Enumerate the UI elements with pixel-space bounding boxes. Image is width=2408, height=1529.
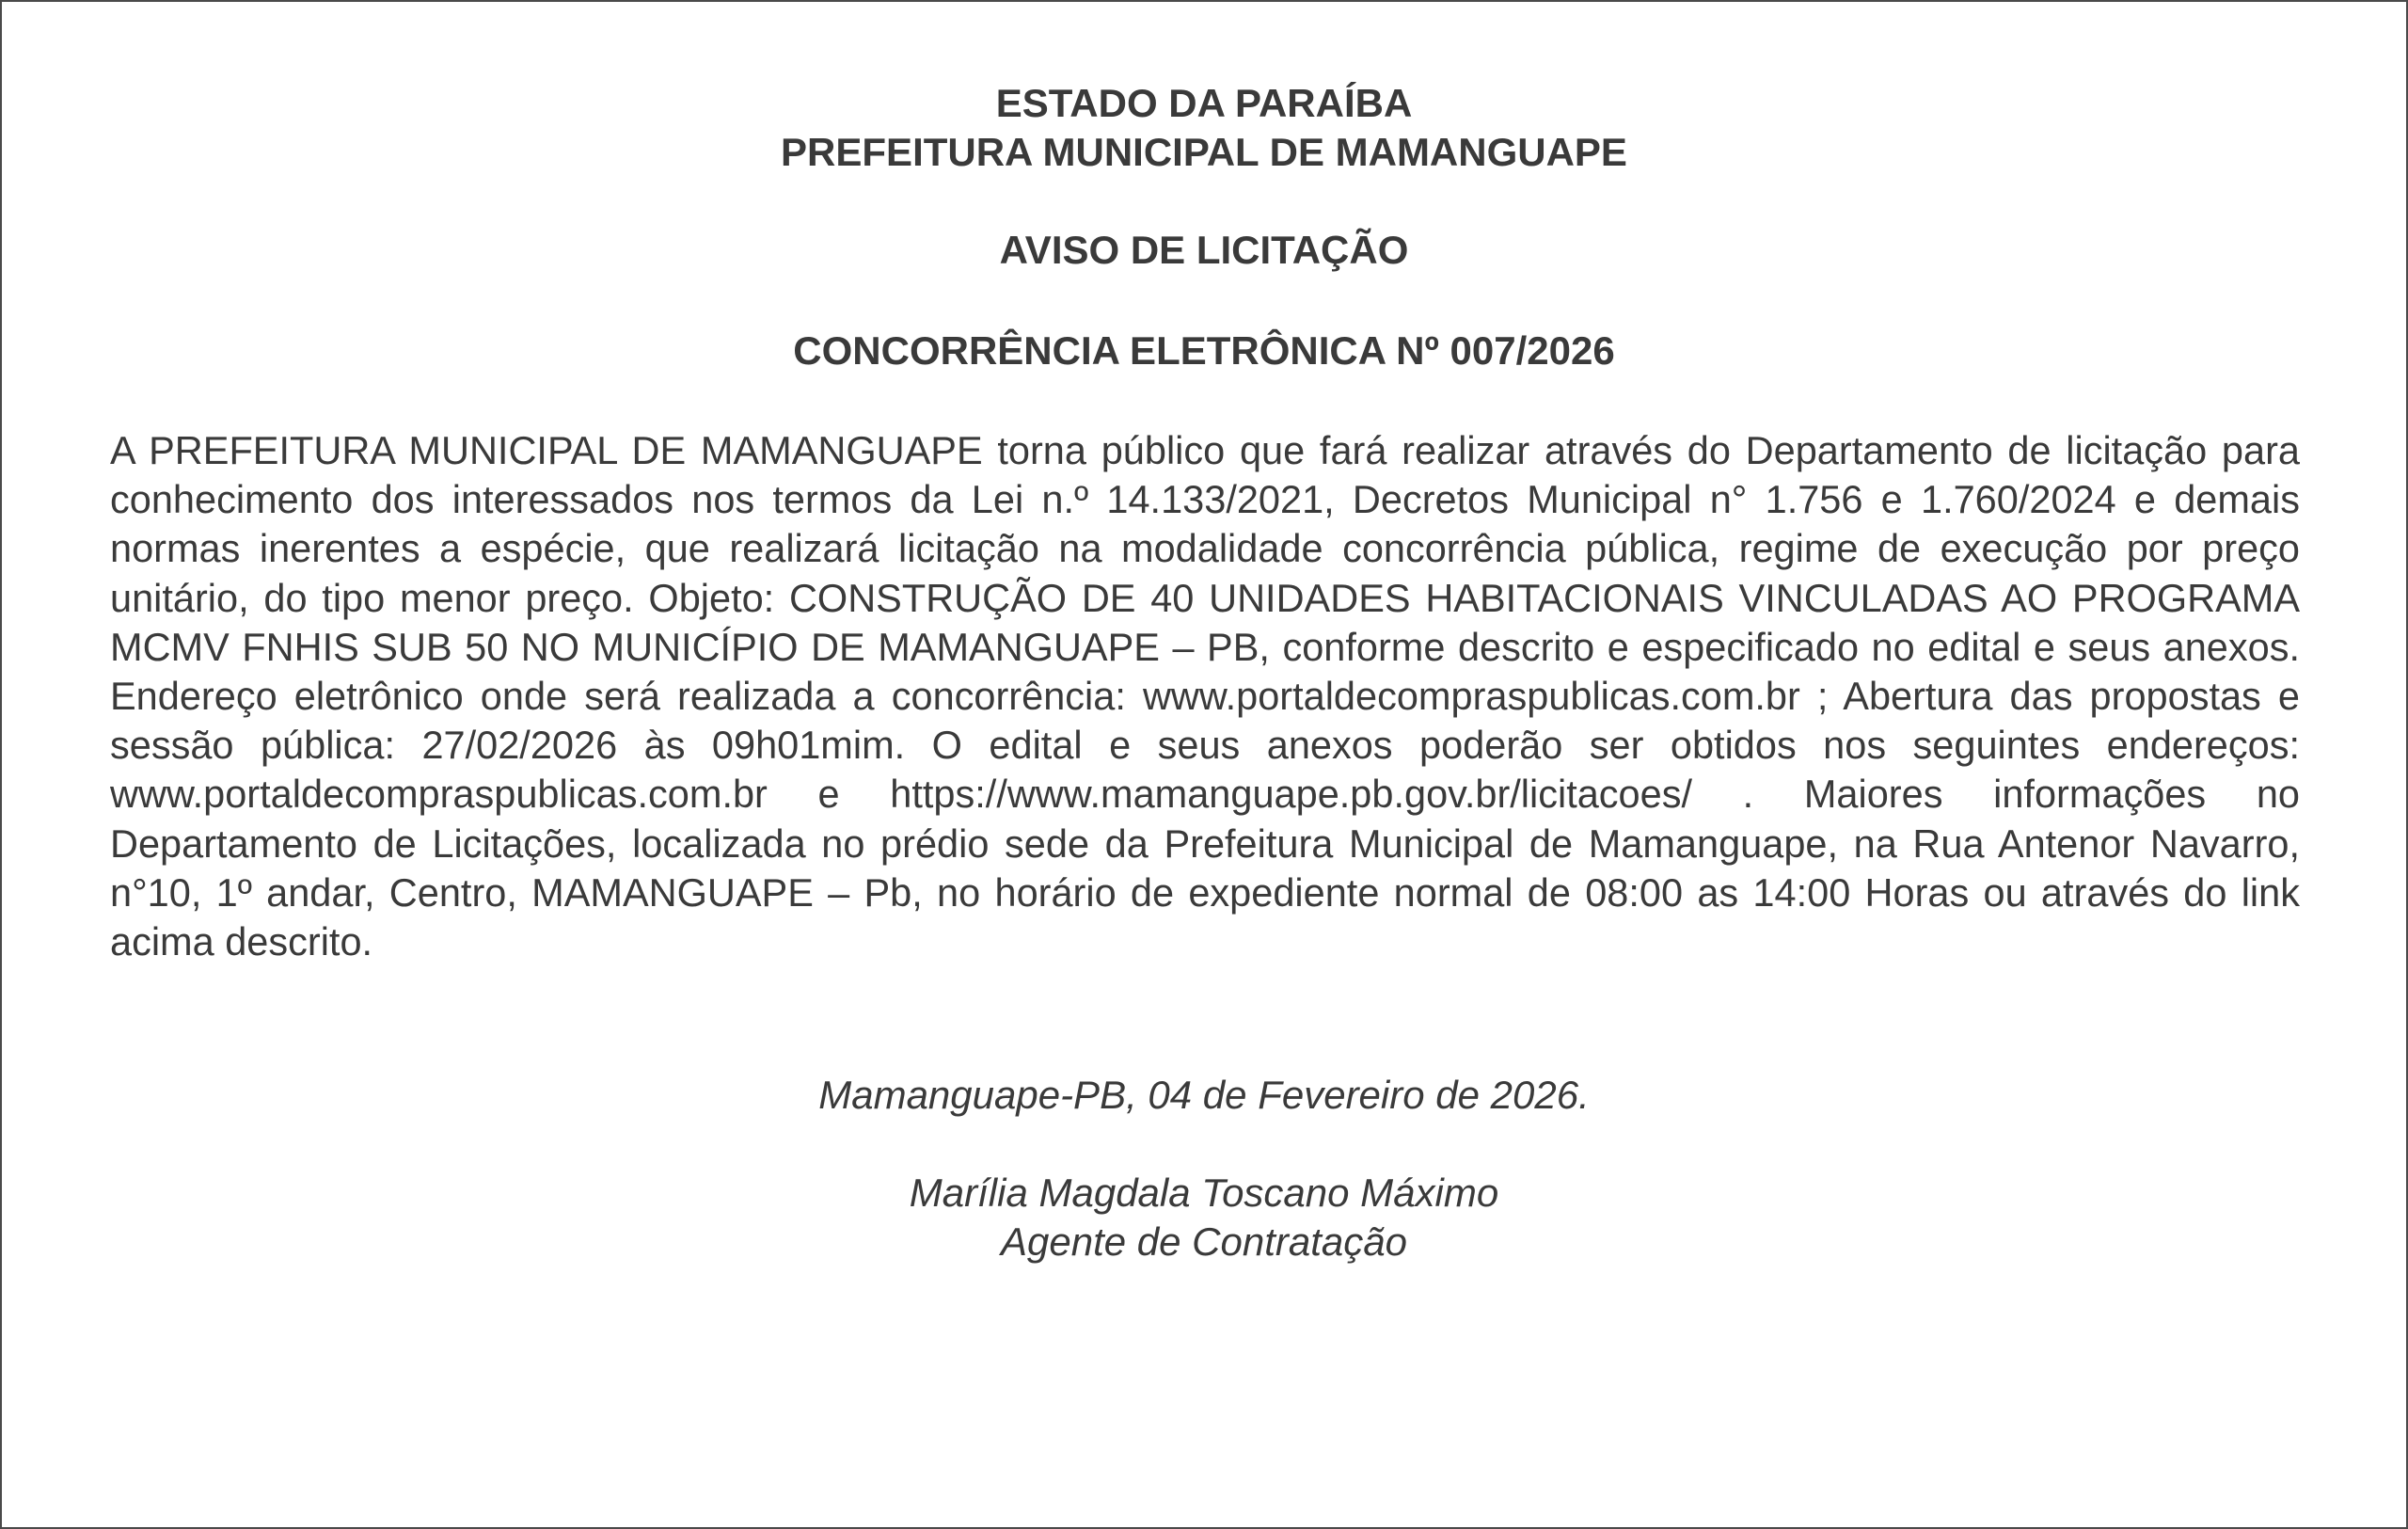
place-and-date: Mamanguape-PB, 04 de Fevereiro de 2026. xyxy=(818,1073,1590,1117)
process-title: CONCORRÊNCIA ELETRÔNICA Nº 007/2026 xyxy=(793,328,1615,373)
document-header xyxy=(0,79,2408,177)
signatory-name: Marília Magdala Toscano Máximo xyxy=(909,1171,1499,1215)
signatory-role: Agente de Contratação xyxy=(1001,1219,1407,1264)
notice-title: AVISO DE LICITAÇÃO xyxy=(999,228,1409,272)
state-name: ESTADO DA PARAÍBA xyxy=(995,81,1413,125)
signature-block xyxy=(0,1169,2408,1266)
municipality-name: PREFEITURA MUNICIPAL DE MAMANGUAPE xyxy=(781,130,1627,174)
notice-body: A PREFEITURA MUNICIPAL DE MAMANGUAPE torna público que fará realizar através do Departamento de licitação para conhecimento dos interessados nos termos da Lei n.º 14.133/2021, Decretos Municipal n° 1.756 e 1.760/2024 e demais normas inerentes a espécie, que realizará licitação na modalidade concorrência pública, regime de execução por preço unitário, do tipo menor preço. Objeto: CONSTRUÇÃO DE 40 UNIDADES HABITACIONAIS VINCULADAS AO PROGRAMA MCMV FNHIS SUB 50 NO MUNICÍPIO DE MAMANGUAPE – PB, conforme descrito e especificado no edital e seus anexos. Endereço eletrônico onde será realizada a concorrência: www.portaldecompraspublicas.com.br ; Abertura das propostas e sessão pública: 27/02/2026 às 09h01mim. O edital e seus anexos poderão ser obtidos nos seguintes endereços: www.portaldecompraspublicas.com.br e https://www.mamanguape.pb.gov.br/licitacoes/ . Maiores informações no Departamento de Licitações, localizada no prédio sede da Prefeitura Municipal de Mamanguape, na Rua Antenor Navarro, n°10, 1º andar, Centro, MAMANGUAPE – Pb, no horário de expediente normal de 08:00 as 14:00 Horas ou através do link acima descrito. xyxy=(110,428,2300,964)
